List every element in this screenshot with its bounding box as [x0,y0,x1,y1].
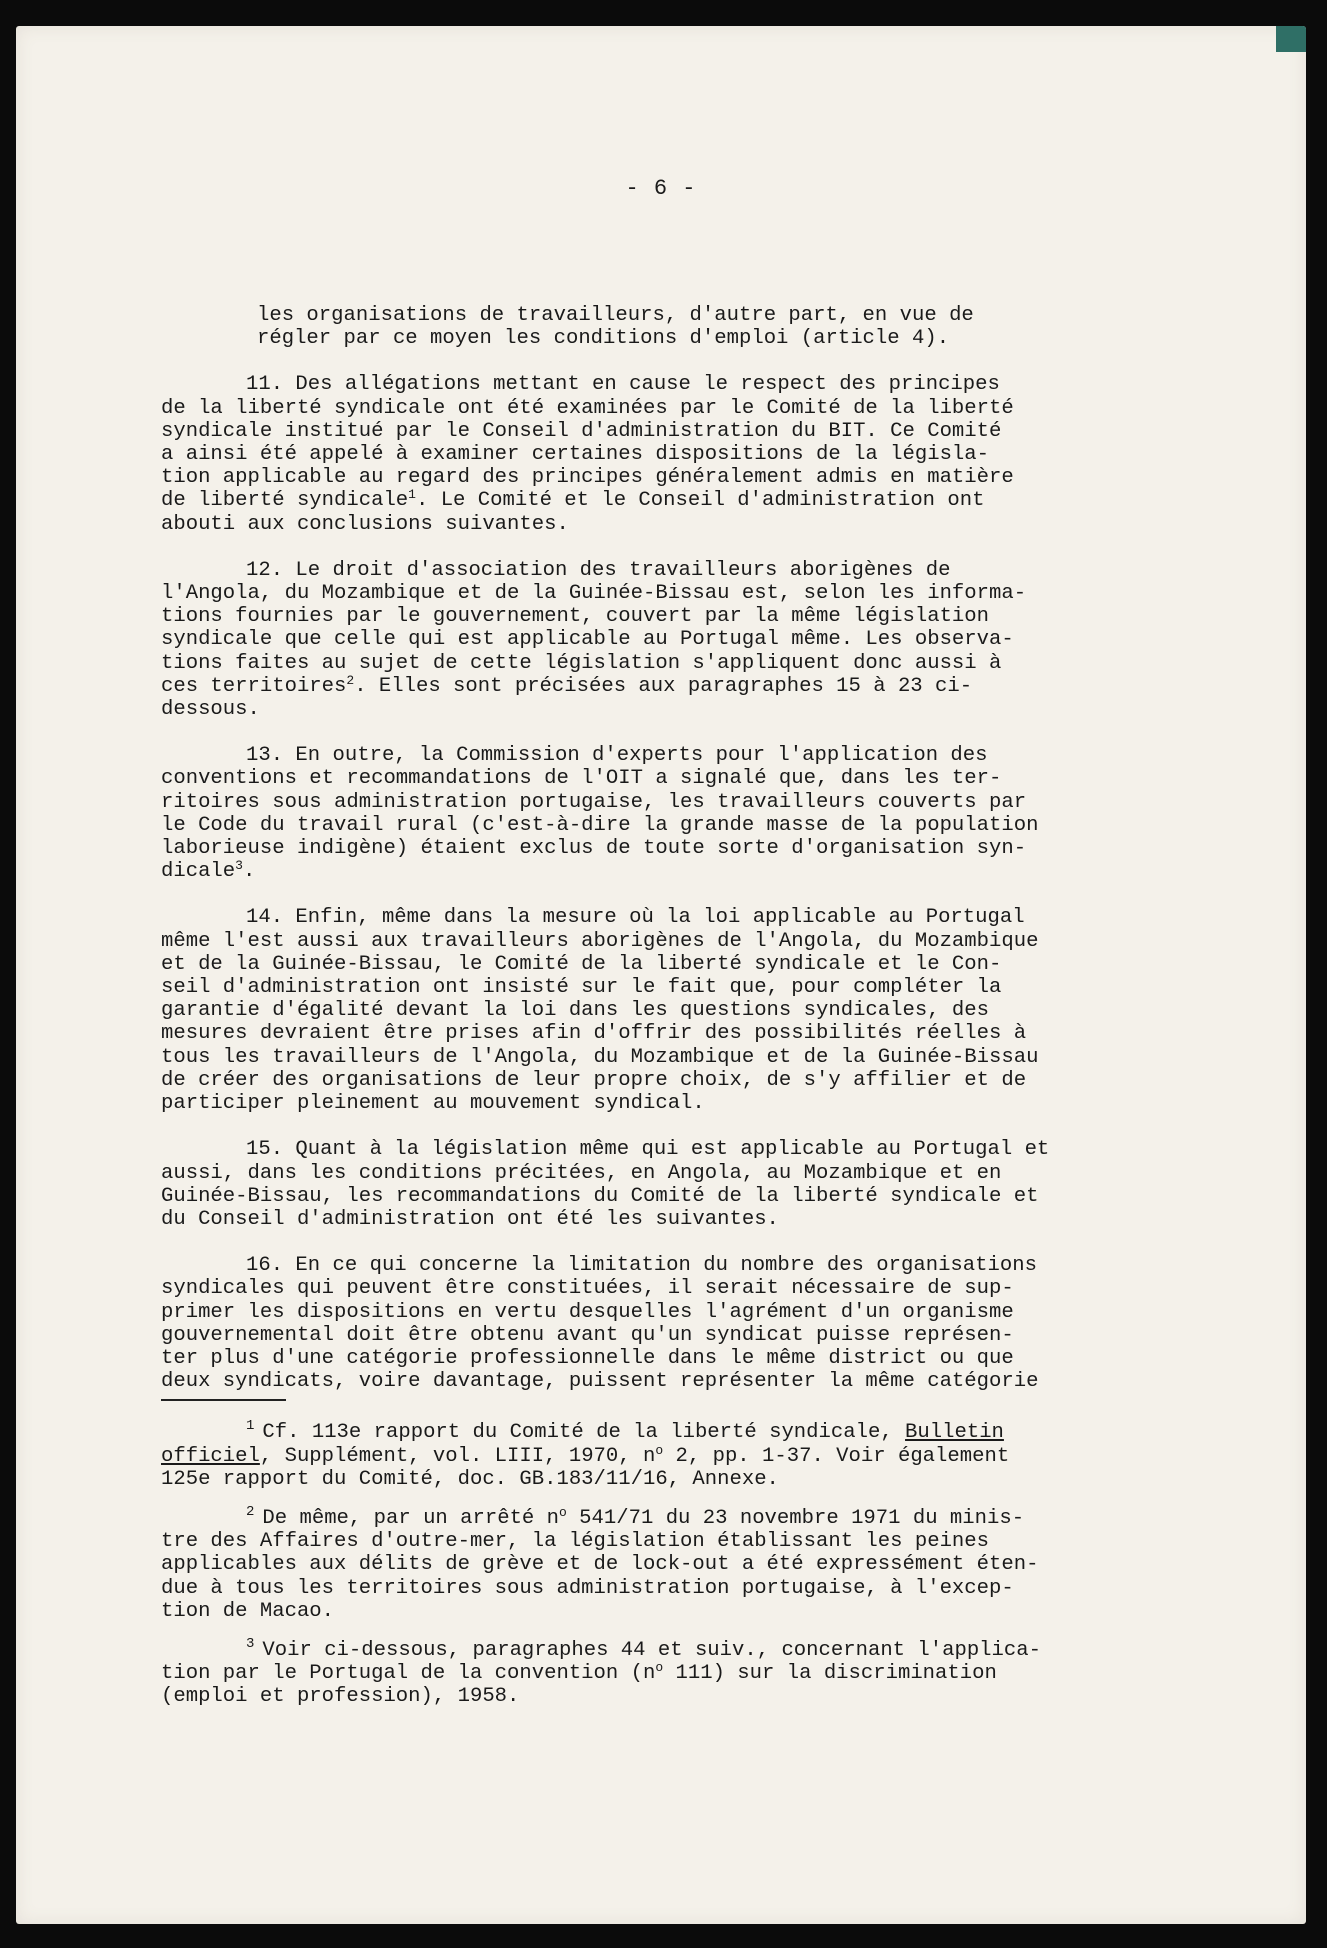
text-fragment: 541/71 du 23 novembre 1971 du minis- [566,1506,1025,1530]
text-line: 14. Enfin, même dans la mesure où la loi applicable au Portugal [246,906,1025,930]
text-line: due à tous les territoires sous administration portugaise, à l'excep- [161,1576,1014,1600]
text-fragment: de liberté syndicale [161,489,409,513]
superscript: o [655,1442,664,1458]
footnote-mark: 1 [246,1418,255,1435]
text-line: ritoires sous administration portugaise, les travailleurs couverts par [161,790,1027,814]
text-line: applicables aux délits de grève et de lock-out a été expressément éten- [161,1553,1039,1577]
text-fragment: . Le Comité et le Conseil d'administration ont [415,489,985,513]
text-line: tous les travailleurs de l'Angola, du Mozambique et de la Guinée-Bissau [161,1045,1039,1069]
footnote-separator [161,1399,286,1401]
text-line: laborieuse indigène) étaient exclus de toute sorte d'organisation syn- [161,837,1027,861]
text-line: participer pleinement au mouvement syndical. [161,1092,705,1116]
text-fragment: , Supplément, vol. LIII, 1970, n [259,1444,656,1468]
text-line: syndicales qui peuvent être constituées, il serait nécessaire de sup- [161,1277,1014,1301]
text-fragment: 111) sur la discrimination [663,1662,997,1686]
text-fragment: Cf. 113e rapport du Comité de la liberté syndicale, [262,1421,906,1445]
binder-tab [1276,26,1306,52]
paragraph-16 [161,1254,1171,1393]
text-line [161,1662,1171,1685]
text-line: syndicale institué par le Conseil d'administration du BIT. Ce Comité [161,419,1002,443]
text-line: aussi, dans les conditions précitées, en Angola, au Mozambique et en [161,1161,1002,1185]
text-fragment: officiel [161,1444,260,1468]
text-line [161,489,1171,512]
text-line: (emploi et profession), 1958. [161,1685,520,1709]
text-line: tion de Macao. [161,1599,335,1623]
text-line: l'Angola, du Mozambique et de la Guinée-Bissau est, selon les informa- [161,582,1027,606]
document-body [161,304,1171,1719]
text-line [161,1442,1171,1468]
superscript: o [559,1504,567,1520]
text-line [161,1501,1171,1530]
text-line: tre des Affaires d'outre-mer, la législation établissant les peines [161,1530,990,1554]
paragraph-12 [161,559,1171,721]
text-line: et de la Guinée-Bissau, le Comité de la liberté syndicale et le Con- [161,952,1002,976]
page-number: - 6 - [625,176,697,201]
footnote-mark: 3 [246,1635,255,1652]
text-line: deux syndicats, voire davantage, puissent représenter la même catégorie [161,1370,1039,1394]
text-fragment: Bulletin [905,1421,1004,1445]
text-line: tions faites au sujet de cette législation s'appliquent donc aussi à [161,651,1002,675]
text-line: 125e rapport du Comité, doc. GB.183/11/16, Annexe. [161,1467,779,1491]
text-fragment: . [242,860,256,884]
footnote-1 [161,1415,1171,1491]
text-fragment: ces territoires [161,674,347,698]
text-line: ter plus d'une catégorie professionnelle dans le même district ou que [161,1346,1014,1370]
text-line: gouvernemental doit être obtenu avant qu'un syndicat puisse représen- [161,1323,1014,1347]
paragraph-11 [161,373,1171,535]
text-line: 11. Des allégations mettant en cause le respect des principes [246,373,1000,397]
text-line: les organisations de travailleurs, d'autre part, en vue de [257,304,974,327]
text-line [161,1415,1171,1444]
text-line: garantie d'égalité devant la loi dans les questions syndicales, des [161,999,990,1023]
text-fragment: 2, pp. 1-37. Voir également [663,1444,1010,1468]
text-line: 16. En ce qui concerne la limitation du nombre des organisations [246,1254,1037,1278]
text-line: 13. En outre, la Commission d'experts pour l'application des [246,744,988,768]
text-line: mesures devraient être prises afin d'offrir des possibilités réelles à [161,1022,1027,1046]
text-line: régler par ce moyen les conditions d'emploi (article 4). [257,327,950,351]
footnote-2 [161,1501,1171,1623]
footnote-3 [161,1633,1171,1709]
text-line [161,672,1171,698]
document-page [16,26,1306,1924]
text-fragment: dicale [161,860,236,884]
text-fragment: Voir ci-dessous, paragraphes 44 et suiv., concernant l'applica- [262,1638,1041,1662]
text-line: 15. Quant à la législation même qui est applicable au Portugal et [246,1138,1050,1162]
text-line: conventions et recommandations de l'OIT a signalé que, dans les ter- [161,767,1002,791]
text-line: de créer des organisations de leur propre choix, de s'y affilier et de [161,1068,1027,1092]
footnote-ref: 1 [408,487,416,503]
text-line: seil d'administration ont insisté sur le fait que, pour compléter la [161,976,1002,1000]
text-line: syndicale que celle qui est applicable au Portugal même. Les observa- [161,628,1014,652]
text-fragment: De même, par un arrêté n [262,1506,560,1530]
paragraph-14 [161,906,1171,1115]
footnote-ref: 3 [235,858,243,874]
text-line [161,1633,1171,1662]
footnote-mark: 2 [246,1503,255,1520]
text-line: du Conseil d'administration ont été les suivantes. [161,1207,779,1231]
text-line: a ainsi été appelé à examiner certaines dispositions de la législa- [161,443,990,467]
text-line: le Code du travail rural (c'est-à-dire la grande masse de la population [161,813,1039,837]
text-fragment: . Elles sont précisées aux paragraphes 15 à 23 ci- [354,674,973,698]
text-line: tions fournies par le gouvernement, couvert par la même législation [161,605,990,629]
text-line [161,860,1171,883]
text-line: même l'est aussi aux travailleurs aborigènes de l'Angola, du Mozambique [161,929,1039,953]
text-line: primer les dispositions en vertu desquelles l'agrément d'un organisme [161,1300,1014,1324]
text-line: dessous. [161,698,260,722]
text-fragment: tion par le Portugal de la convention (n [161,1662,656,1686]
paragraph-continuation [161,304,1171,350]
text-line: tion applicable au regard des principes généralement admis en matière [161,466,1014,490]
text-line: de la liberté syndicale ont été examinées par le Comité de la liberté [161,396,1014,420]
footnote-ref: 2 [346,672,355,688]
text-line: Guinée-Bissau, les recommandations du Comité de la liberté syndicale et [161,1184,1039,1208]
paragraph-13 [161,744,1171,883]
text-line: abouti aux conclusions suivantes. [161,512,569,536]
paragraph-15 [161,1138,1171,1231]
text-line: 12. Le droit d'association des travailleurs aborigènes de [246,558,951,582]
superscript: o [655,1660,664,1676]
